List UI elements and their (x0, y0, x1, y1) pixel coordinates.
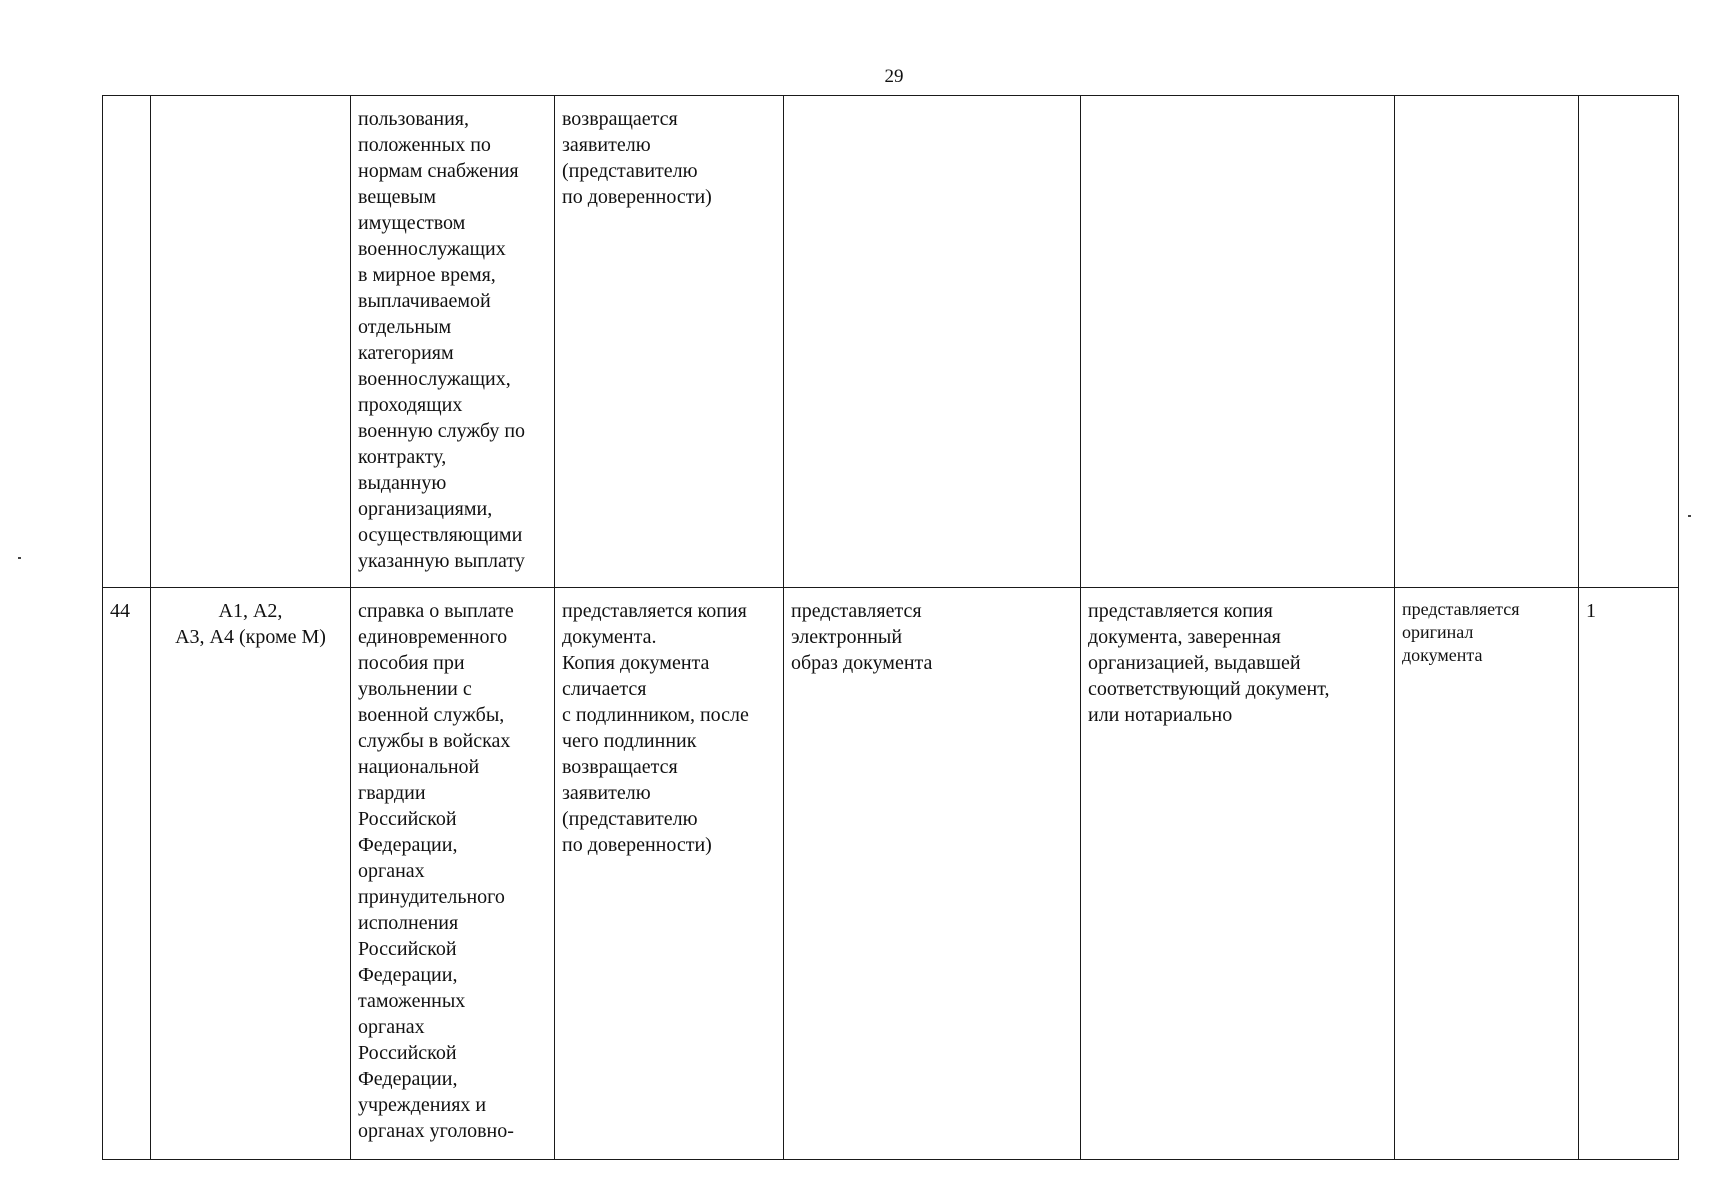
cell-by-mail (1081, 96, 1395, 588)
cell-category: А1, А2, А3, А4 (кроме М) (151, 588, 351, 1160)
table-row (103, 96, 1679, 588)
cell-number (103, 96, 151, 588)
cell-document-name: справка о выплате единовременного пособия при увольнении с военной службы, службы в войсках национальной гвардии Российской Федерации, органах принудительного исполнения Российской Федерации, таможенных органах Российской Федерации, учреждениях и органах уголовно- (351, 588, 555, 1160)
cell-document-name: пользования, положенных по нормам снабжения вещевым имуществом военнослужащих в мирное время, выплачиваемой отдельным категориям военнослужащих, проходящих военную службу по контракту, выданную организациями, осуществляющими указанную выплату (351, 96, 555, 588)
scan-speck-left (18, 557, 21, 559)
cell-number: 44 (103, 588, 151, 1160)
cell-in-person: возвращается заявителю (представителю по доверенности) (555, 96, 784, 588)
cell-in-person: представляется копия документа. Копия документа сличается с подлинником, после чего подлинник возвращается заявителю (представителю по доверенности) (555, 588, 784, 1160)
scan-speck-right (1688, 515, 1691, 517)
cell-original: представляется оригинал документа (1395, 588, 1579, 1160)
cell-count: 1 (1579, 588, 1679, 1160)
cell-category (151, 96, 351, 588)
cell-electronic: представляется электронный образ документа (784, 588, 1081, 1160)
cell-original (1395, 96, 1579, 588)
cell-by-mail: представляется копия документа, заверенная организацией, выдавшей соответствующий документ, или нотариально (1081, 588, 1395, 1160)
document-table (102, 95, 1679, 1160)
cell-count (1579, 96, 1679, 588)
page-number: 29 (884, 66, 904, 87)
cell-electronic (784, 96, 1081, 588)
table-row (103, 588, 1679, 1160)
